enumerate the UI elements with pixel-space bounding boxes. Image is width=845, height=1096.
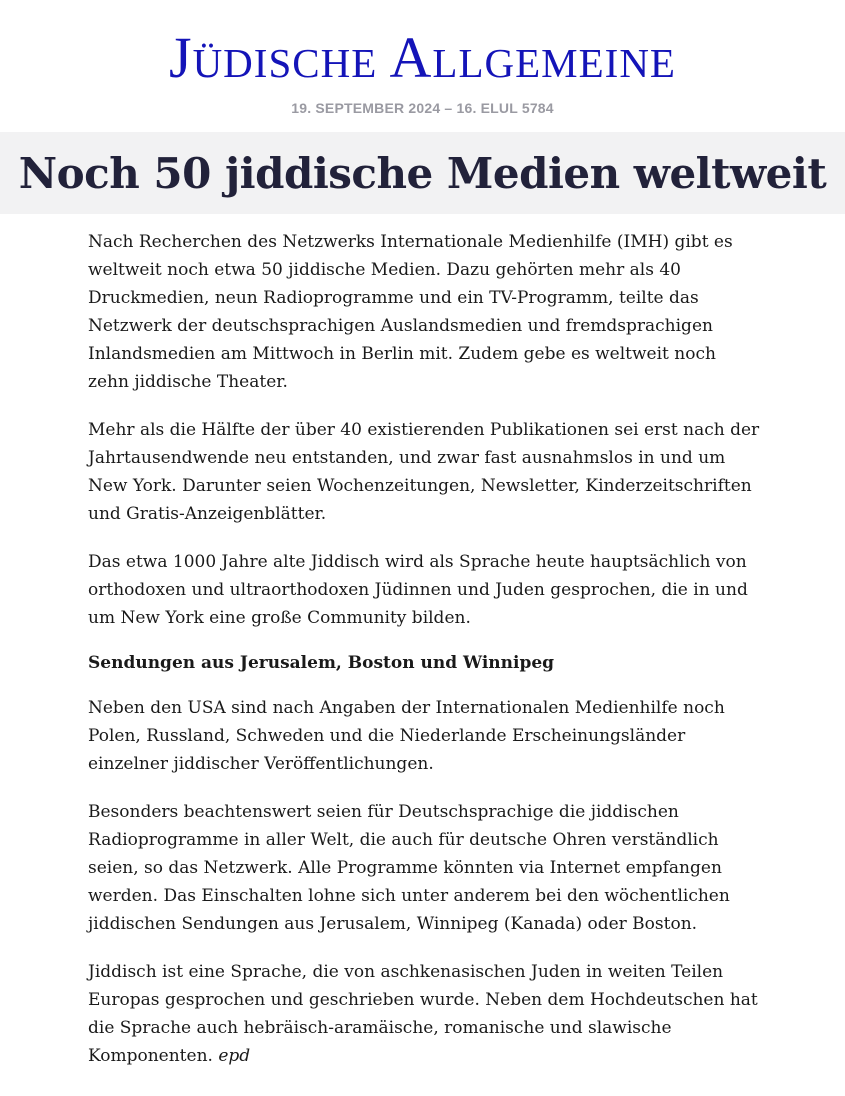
headline-band [0,132,845,214]
article-paragraph: Neben den USA sind nach Angaben der Internationalen Medienhilfe noch Polen, Russland, Schweden und die Niederlande Erscheinungsländer einzelner jiddischer Veröffentlichungen. [88,698,725,774]
source-credit: epd [218,1046,251,1066]
article-body [0,214,760,1070]
article-paragraph: Nach Recherchen des Netzwerks Internationale Medienhilfe (IMH) gibt es weltweit noch etwa 50 jiddische Medien. Dazu gehörten mehr als 40 Druckmedien, neun Radioprogramme und ein TV-Programm, teilte das Netzwerk der deutschsprachigen Auslandsmedien und fremdsprachigen Inlandsmedien am Mittwoch in Berlin mit. Zudem gebe es weltweit noch zehn jiddische Theater. [88,232,733,392]
article-paragraph: Mehr als die Hälfte der über 40 existierenden Publikationen sei erst nach der Jahrtausendwende neu entstanden, und zwar fast ausnahmslos in und um New York. Darunter seien Wochenzeitungen, Newsletter, Kinderzeitschriften und Gratis-Anzeigenblätter. [88,420,760,524]
article-paragraph: Besonders beachtenswert seien für Deutschsprachige die jiddischen Radioprogramme in aller Welt, die auch für deutsche Ohren verständlich seien, so das Netzwerk. Alle Programme könnten via Internet empfangen werden. Das Einschalten lohne sich unter anderem bei den wöchentlichen jiddischen Sendungen aus Jerusalem, Winnipeg (Kanada) oder Boston. [88,802,730,934]
site-logo[interactable]: Jüdische Allgemeine [169,25,676,90]
masthead [0,0,845,132]
article-paragraph [88,958,760,1070]
article-paragraph: Das etwa 1000 Jahre alte Jiddisch wird als Sprache heute hauptsächlich von orthodoxen und ultraorthodoxen Jüdinnen und Juden gesprochen, die in und um New York eine große Community bilden. [88,552,748,628]
article-paragraph-text: Jiddisch ist eine Sprache, die von aschkenasischen Juden in weiten Teilen Europas gesprochen und geschrieben wurde. Neben dem Hochdeutschen hat die Sprache auch hebräisch-aramäische, romanische und slawische Komponenten. [88,962,758,1066]
article-subheading: Sendungen aus Jerusalem, Boston und Winnipeg [88,653,555,673]
date-line: 19. SEPTEMBER 2024 – 16. ELUL 5784 [291,100,554,116]
article-title: Noch 50 jiddische Medien weltweit [18,148,827,198]
